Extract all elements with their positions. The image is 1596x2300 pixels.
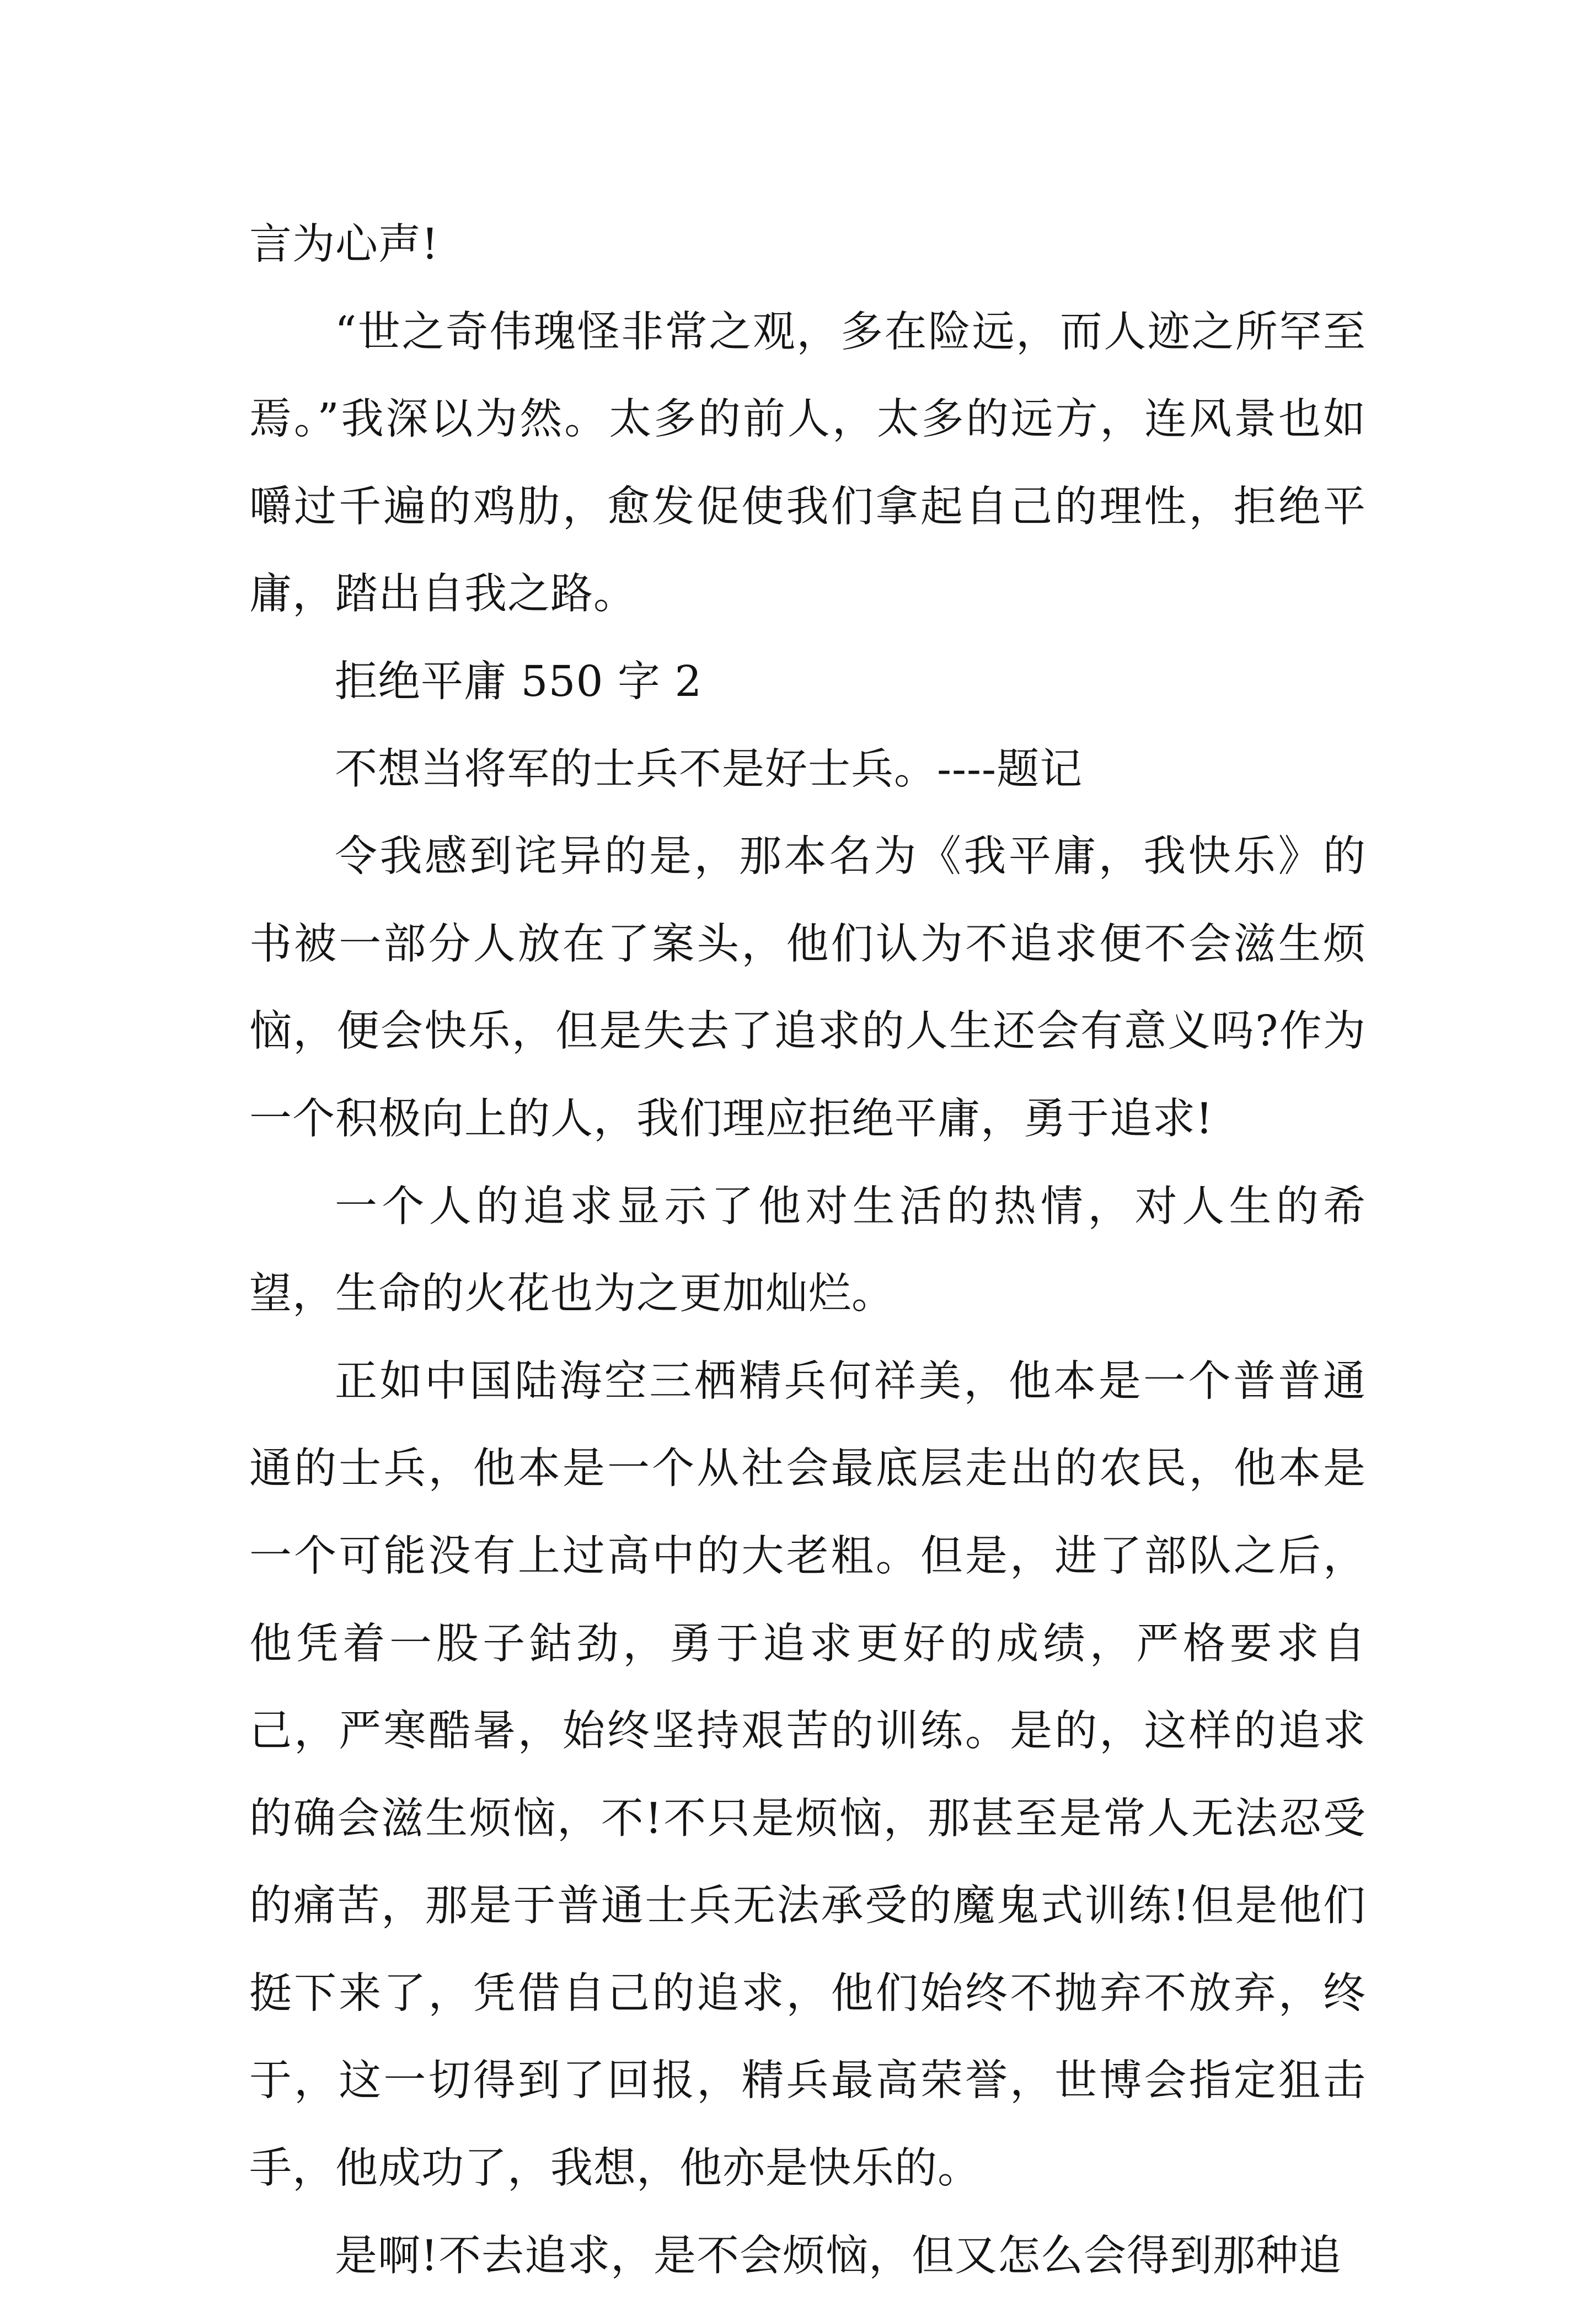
paragraph: 正如中国陆海空三栖精兵何祥美，他本是一个普普通通的士兵，他本是一个从社会最底层走出的农民，他本是一个可能没有上过高中的大老粗。但是，进了部队之后，他凭着一股子鈷劲，勇于追求更好的成绩，严格要求自己，严寒酷暑，始终坚持艰苦的训练。是的，这样的追求的确会滋生烦恼，不!不只是烦恼，那甚至是常人无法忍受的痛苦，那是于普通士兵无法承受的魔鬼式训练!但是他们挺下来了，凭借自己的追求，他们始终不抛弃不放弃，终于，这一切得到了回报，精兵最高荣誉，世博会指定狙击手，他成功了，我想，他亦是快乐的。: [249, 1357, 1366, 2194]
section-heading: 拒绝平庸 550 字 2: [335, 657, 703, 706]
paragraph: “世之奇伟瑰怪非常之观，多在险远，而人迹之所罕至焉。”我深以为然。太多的前人，太多的远方，连风景也如嚼过千遍的鸡肋，愈发促使我们拿起自己的理性，拒绝平庸，踏出自我之路。: [249, 307, 1366, 619]
paragraph: 一个人的追求显示了他对生活的热情，对人生的希望，生命的火花也为之更加灿烂。: [249, 1182, 1366, 1319]
paragraph: 是啊!不去追求，是不会烦恼，但又怎么会得到那种追: [335, 2231, 1342, 2281]
paragraph: 令我感到诧异的是，那本名为《我平庸，我快乐》的书被一部分人放在了案头，他们认为不追求便不会滋生烦恼，便会快乐，但是失去了追求的人生还会有意义吗?作为一个积极向上的人，我们理应拒绝平庸，勇于追求!: [249, 832, 1366, 1144]
paragraph: 言为心声!: [249, 220, 439, 269]
document-body: [249, 0, 1366, 2300]
epigraph: 不想当将军的士兵不是好士兵。----题记: [335, 744, 1083, 794]
